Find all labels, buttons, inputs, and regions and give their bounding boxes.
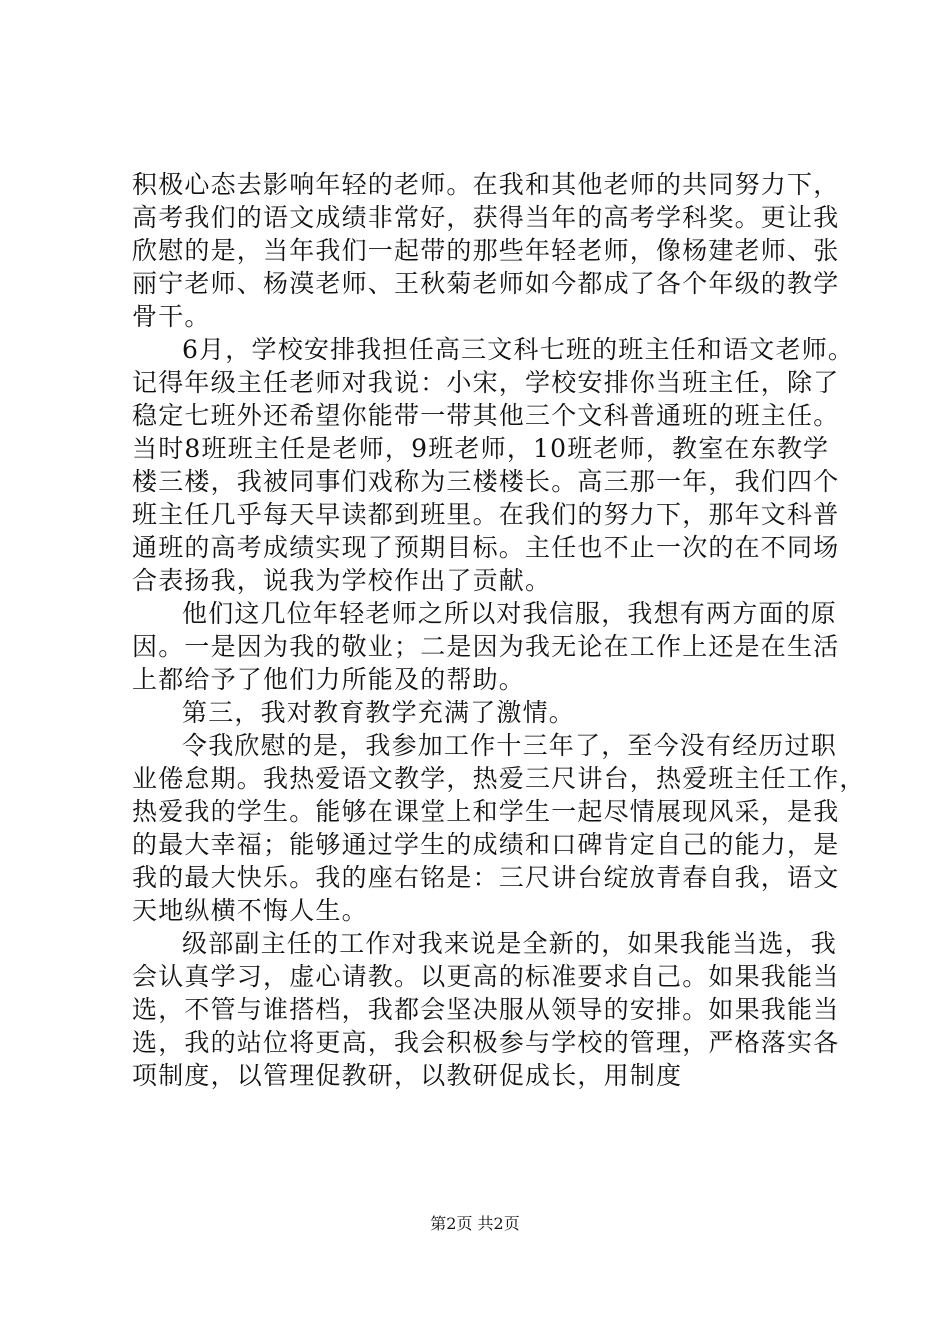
text-line: 天地纵横不悔人生。 — [132, 896, 368, 925]
text-line: 因。一是因为我的敬业；二是因为我无论在工作上还是在生活 — [132, 632, 840, 661]
page-number-footer: 第2页 共2页 — [430, 1214, 520, 1233]
paragraph-start-line: 级部副主任的工作对我来说是全新的，如果我能当选，我 — [182, 929, 838, 958]
text-line: 积极心态去影响年轻的老师。在我和其他老师的共同努力下， — [132, 170, 840, 199]
text-line: 业倦怠期。我热爱语文教学，热爱三尺讲台，热爱班主任工作， — [132, 764, 866, 793]
text-line: 稳定七班外还希望你能带一带其他三个文科普通班的班主任。 — [132, 401, 840, 430]
text-line: 班主任几乎每天早读都到班里。在我们的努力下，那年文科普 — [132, 500, 840, 529]
paragraph-start-line: 他们这几位年轻老师之所以对我信服，我想有两方面的原 — [182, 599, 838, 628]
text-line: 通班的高考成绩实现了预期目标。主任也不止一次的在不同场 — [132, 533, 840, 562]
text-line: 合表扬我，说我为学校作出了贡献。 — [132, 566, 552, 595]
text-line: 欣慰的是，当年我们一起带的那些年轻老师，像杨建老师、张 — [132, 236, 840, 265]
text-line: 我的最大快乐。我的座右铭是：三尺讲台绽放青春自我，语文 — [132, 863, 840, 892]
text-line: 项制度，以管理促教研，以教研促成长，用制度 — [132, 1061, 683, 1090]
text-line: 骨干。 — [132, 302, 211, 331]
text-line: 选，不管与谁搭档，我都会坚决服从领导的安排。如果我能当 — [132, 995, 840, 1024]
text-line: 的最大幸福；能够通过学生的成绩和口碑肯定自己的能力，是 — [132, 830, 840, 859]
text-line: 丽宁老师、杨漠老师、王秋菊老师如今都成了各个年级的教学 — [132, 269, 840, 298]
text-line: 热爱我的学生。能够在课堂上和学生一起尽情展现风采，是我 — [132, 797, 840, 826]
text-line: 上都给予了他们力所能及的帮助。 — [132, 665, 526, 694]
text-line: 高考我们的语文成绩非常好，获得当年的高考学科奖。更让我 — [132, 203, 840, 232]
paragraph-start-line: 第三，我对教育教学充满了激情。 — [182, 698, 576, 727]
paragraph-start-line: 6月，学校安排我担任高三文科七班的班主任和语文老师。 — [182, 335, 855, 364]
text-line: 选，我的站位将更高，我会积极参与学校的管理，严格落实各 — [132, 1028, 840, 1057]
text-line: 记得年级主任老师对我说：小宋，学校安排你当班主任，除了 — [132, 368, 840, 397]
text-line: 当时8班班主任是老师，9班老师，10班老师，教室在东教学 — [132, 434, 830, 463]
text-line: 楼三楼，我被同事们戏称为三楼楼长。高三那一年，我们四个 — [132, 467, 840, 496]
text-line: 会认真学习，虚心请教。以更高的标准要求自己。如果我能当 — [132, 962, 840, 991]
body-text — [132, 168, 866, 1092]
paragraph-start-line: 令我欣慰的是，我参加工作十三年了，至今没有经历过职 — [182, 731, 838, 760]
